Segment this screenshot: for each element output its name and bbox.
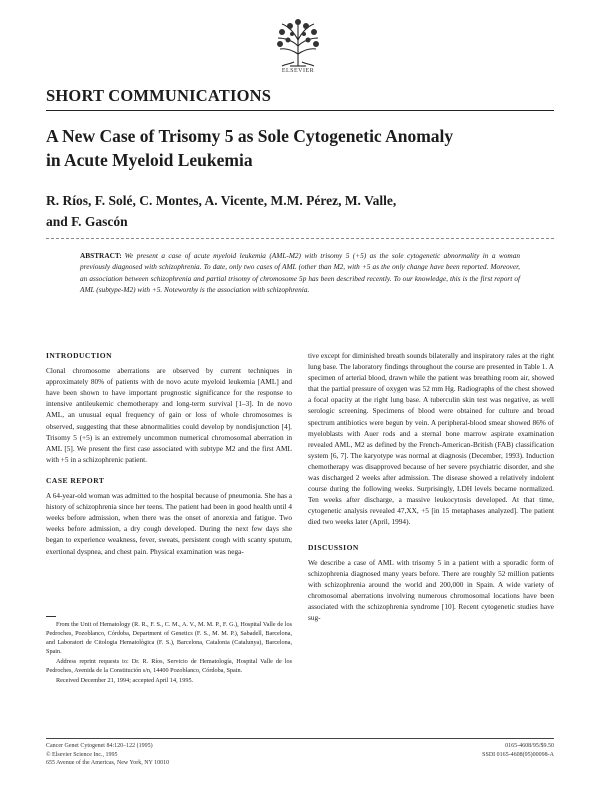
article-title-line-2: in Acute Myeloid Leukemia <box>46 150 253 170</box>
footer-divider <box>46 738 554 739</box>
article-title <box>46 124 546 172</box>
footnote <box>46 620 292 686</box>
title-divider <box>46 110 554 111</box>
journal-citation-line-3: 655 Avenue of the Americas, New York, NY 10010 <box>46 760 170 767</box>
elsevier-tree-logo-icon <box>270 14 326 70</box>
article-title-line-1: A New Case of Trisomy 5 as Sole Cytogenetic Anomaly <box>46 126 454 146</box>
abstract-label: ABSTRACT: <box>80 251 122 260</box>
case-report-continuation: tive except for diminished breath sounds bilaterally and inspiratory rales at the right lung base. The laboratory findings throughout the course are presented in Table 1. A specimen of arterial blood, drawn while the patient was breathing room air, showed that the partial pressure of oxygen was 52 mm Hg. Radiographs of the chest showed a focal opacity at the right lung base. A tuberculin skin test was negative, as well serologic screening. Specimens of blood were obtained for culture and broad spectrum antibiotics were begun by vein. A peripheral-blood smear showed 86% of myeloblasts with Auer rods and a sternal bone marrow aspirate examination revealed AML, M2 as defined by the French-American-British (FAB) classification system [6, 7]. The karyotype was normal at diagnosis (December, 1993). Induction chemotherapy was disapproved because of her severe psychiatric disorder, and she was discharged 2 weeks after admission. The disease showed a relatively indolent course during the following weeks. Surprisingly, LDH levels became normalized. Ten weeks after discharge, a massive leukocytosis developed. At that time, cytogenetic analysis revealed 47,XX, +5 [in 15 metaphases analyzed]. The patient died two weeks later (April, 1994). <box>308 351 554 527</box>
author-list-line-2: and F. Gascón <box>46 214 128 229</box>
case-report-heading: CASE REPORT <box>46 475 105 485</box>
abstract <box>80 250 520 296</box>
footnote-affiliation: From the Unit of Hematology (R. R., F. S., C. M., A. V., M. M. P., F. G.), Hospital Valle de los Pedroches, Pozoblanco, Córdoba, Department of Genetics (F. S., M. M. P.), Sabadell, Barcelona, and Laboratori de Citologia Hematològica (F. S.), Barcelona, Catalonia (Catalunya), Barcelona, Spain. <box>46 621 292 655</box>
section-label: SHORT COMMUNICATIONS <box>46 86 272 105</box>
journal-citation-line-2: © Elsevier Science Inc., 1995 <box>46 751 118 758</box>
journal-citation-line-1: Cancer Genet Cytogenet 84:120–122 (1995) <box>46 743 153 749</box>
publisher-name: ELSEVIER <box>281 68 315 74</box>
discussion-heading: DISCUSSION <box>308 542 359 552</box>
discussion-paragraph: We describe a case of AML with trisomy 5 in a patient with a sporadic form of schizophrenia diagnosed many years before. There are roughly 52 million patients with schizophrenia around the world and 200,000 in Spain. A wide variety of chromosomal aberrations involving numerous chromosomal locations have been associated with the schizophrenia syndrome [10]. Recent cytogenetic studies have sug- <box>308 557 554 623</box>
right-column <box>308 350 554 623</box>
case-report-paragraph: A 64-year-old woman was admitted to the hospital because of pneumonia. She has a history of schizophrenia since her teens. The patient had been in good health until 4 weeks before admission, when there was the onset of anorexia and fatigue. Two weeks before admission, a dry cough developed. During the next few days she began to experience weakness, fever, sweats, persistent cough with scanty sputum, exertional dyspnea, and chest pain. Physical examination was nega- <box>46 491 292 556</box>
left-column <box>46 350 292 557</box>
issn-info <box>430 742 554 759</box>
author-list <box>46 190 526 232</box>
footnote-received: Received December 21, 1994; accepted April 14, 1995. <box>56 677 194 684</box>
footnote-address: Address reprint requests to: Dr. R. Ríos, Servicio de Hematología, Hospital Valle de los Pedroches, Avenida de la Constitución s/n, 14400 Pozoblanco, Córdoba, Spain. <box>46 658 292 674</box>
author-list-line-1: R. Ríos, F. Solé, C. Montes, A. Vicente, M.M. Pérez, M. Valle, <box>46 193 397 208</box>
journal-citation <box>46 742 169 768</box>
introduction-heading: INTRODUCTION <box>46 351 113 360</box>
abstract-divider <box>46 238 554 239</box>
footnote-divider <box>46 616 56 617</box>
introduction-paragraph: Clonal chromosome aberrations are observed by current techniques in approximately 80% of patients with de novo acute myeloid leukemia [AML] and have been shown to have important prognostic significance for the response to intensive antileukemic chemotherapy and long-term survival [1–3]. In de novo AML, an unusual equal frequency of gain or loss of whole chromosomes is observed, suggesting that these abnormalities could develop by nondisjunction [4]. Trisomy 5 (+5) is an extremely uncommon numerical chromosomal aberration in AML [5]. We present the first case associated with subtype M2 and the first AML with +5 in a schizophrenic patient. <box>46 366 292 464</box>
abstract-text: We present a case of acute myeloid leukemia (AML-M2) with trisomy 5 (+5) as the sole cytogenetic abnormality in a woman previously diagnosed with schizophrenia. To date, only two cases of AML (other than M2, with +5 as the only change have been reported. Moreover, an association between schizophrenia and partial trisomy of chromosome 5p has been described recently. To our knowledge, this is the first report of AML (subtype-M2) with +5. Noteworthy is the association with schizophrenia. <box>80 251 520 295</box>
issn-line-1: 0165-4608/95/$9.50 <box>505 743 554 749</box>
issn-line-2: SSDI 0165-4608(95)00098-A <box>482 751 554 758</box>
